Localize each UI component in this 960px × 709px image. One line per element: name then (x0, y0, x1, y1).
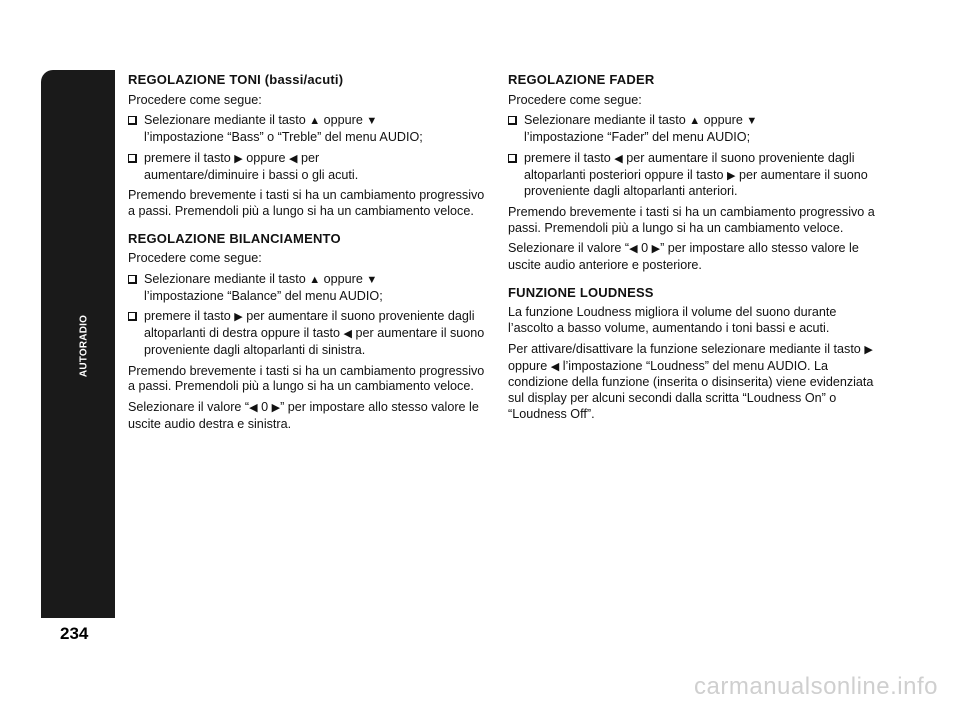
arrow-up-icon: ▲ (309, 274, 321, 287)
arrow-right-icon: ▶ (271, 401, 281, 414)
arrow-right-icon: ▶ (727, 169, 736, 182)
fader-intro: Procedere come segue: (508, 92, 642, 107)
bilanciamento-select: Selezionare il valore “◀ 0 ▶” per impostare allo stesso valore le uscite audio destra e sinistra. (128, 399, 479, 431)
right-column (508, 72, 878, 427)
arrow-right-icon: ▶ (651, 243, 661, 256)
left-column (128, 72, 488, 437)
bilanciamento-note: Premendo brevemente i tasti si ha un cambiamento progressivo a passi. Premendoli più a lungo si ha un cambiamento veloce. (128, 363, 485, 394)
arrow-right-icon: ▶ (234, 152, 243, 165)
checkbox-bullet-icon (128, 154, 137, 163)
bilanciamento-step-2: premere il tasto ▶ per aumentare il suono proveniente dagli altoparlanti di destra oppure il tasto ◀ per aumentare il suono proveniente dagli altoparlanti di sinistra. (128, 309, 488, 358)
heading-bilanciamento: REGOLAZIONE BILANCIAMENTO (128, 230, 341, 246)
checkbox-bullet-icon (508, 154, 517, 163)
arrow-down-icon: ▼ (366, 115, 378, 128)
fader-step-2: premere il tasto ◀ per aumentare il suono proveniente dagli altoparlanti posteriori oppure il tasto ▶ per aumentare il suono proveniente dagli altoparlanti anteriori. (508, 151, 878, 200)
arrow-down-icon: ▼ (746, 115, 758, 128)
chapter-label: AUTORADIO (78, 314, 90, 378)
loudness-instructions: Per attivare/disattivare la funzione selezionare mediante il tasto ▶ oppure ◀ l’impostazione “Loudness” del menu AUDIO. La condizione della funzione (inserita o disinserita) viene evidenziata sul display per alcuni secondi dalla scritta “Loudness On” o “Loudness Off”. (508, 341, 874, 421)
arrow-left-icon: ◀ (550, 360, 560, 373)
heading-fader: REGOLAZIONE FADER (508, 72, 655, 87)
bilanciamento-intro: Procedere come segue: (128, 251, 262, 266)
fader-step-1: Selezionare mediante il tasto ▲ oppure ▼ l’impostazione “Fader” del menu AUDIO; (508, 113, 878, 145)
page-number: 234 (60, 624, 89, 643)
arrow-right-icon: ▶ (864, 343, 873, 356)
arrow-up-icon: ▲ (309, 115, 321, 128)
bilanciamento-step-1: Selezionare mediante il tasto ▲ oppure ▼ l’impostazione “Balance” del menu AUDIO; (128, 272, 488, 304)
checkbox-bullet-icon (128, 116, 137, 125)
arrow-down-icon: ▼ (366, 274, 378, 287)
arrow-left-icon: ◀ (629, 243, 638, 256)
arrow-right-icon: ▶ (234, 311, 243, 324)
toni-note: Premendo brevemente i tasti si ha un cambiamento progressivo a passi. Premendoli più a lungo si ha un cambiamento veloce. (128, 188, 485, 218)
checkbox-bullet-icon (128, 275, 137, 284)
arrow-left-icon: ◀ (614, 152, 623, 165)
toni-step-2: premere il tasto ▶ oppure ◀ per aumentare/diminuire i bassi o gli acuti. (128, 151, 488, 183)
loudness-description: La funzione Loudness migliora il volume del suono durante l’ascolto a basso volume, aumentando i toni bassi e acuti. (508, 305, 837, 336)
heading-toni: REGOLAZIONE TONI (bassi/acuti) (128, 72, 344, 87)
checkbox-bullet-icon (508, 116, 517, 125)
watermark: carmanualsonline.info (694, 673, 938, 700)
arrow-left-icon: ◀ (249, 401, 258, 414)
checkbox-bullet-icon (128, 312, 137, 321)
arrow-left-icon: ◀ (343, 328, 352, 341)
fader-select: Selezionare il valore “◀ 0 ▶” per impostare allo stesso valore le uscite audio anteriore e posteriore. (508, 241, 859, 273)
arrow-left-icon: ◀ (288, 152, 298, 165)
heading-loudness: FUNZIONE LOUDNESS (508, 284, 654, 300)
fader-note: Premendo brevemente i tasti si ha un cambiamento progressivo a passi. Premendoli più a lungo si ha un cambiamento veloce. (508, 204, 875, 235)
arrow-up-icon: ▲ (689, 115, 701, 128)
toni-intro: Procedere come segue: (128, 92, 262, 107)
toni-step-1: Selezionare mediante il tasto ▲ oppure ▼ l’impostazione “Bass” o “Treble” del menu AUDIO; (128, 113, 488, 145)
